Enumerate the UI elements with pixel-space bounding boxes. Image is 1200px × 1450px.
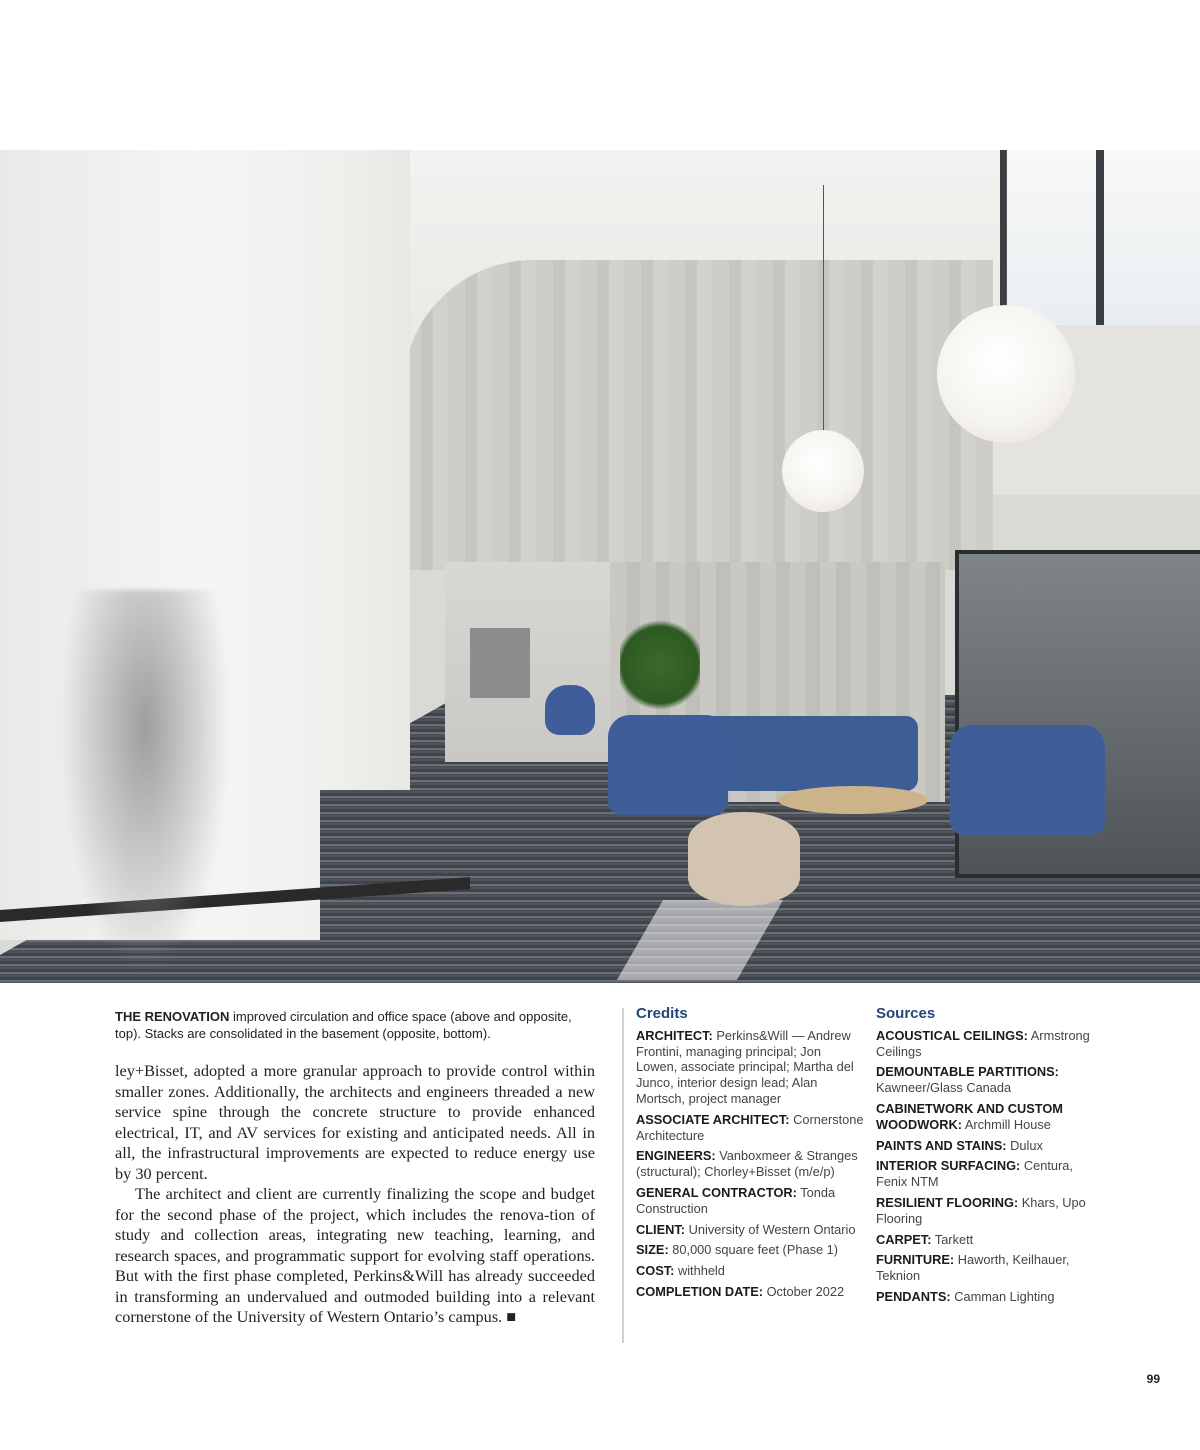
lounge-chair bbox=[608, 715, 728, 815]
credit-entry bbox=[636, 1148, 864, 1180]
source-value: Camman Lighting bbox=[950, 1288, 1055, 1304]
credit-label: GENERAL CONTRACTOR: bbox=[636, 1184, 797, 1200]
page-number: 99 bbox=[1146, 1372, 1160, 1386]
board-formed-concrete-wall bbox=[403, 260, 993, 570]
source-label: RESILIENT FLOORING: bbox=[876, 1194, 1019, 1210]
credit-entry bbox=[636, 1242, 864, 1258]
corridor-door bbox=[470, 628, 530, 698]
source-entry bbox=[876, 1028, 1091, 1060]
coffee-table bbox=[778, 786, 928, 814]
source-value: Haworth, Keilhauer, Teknion bbox=[876, 1252, 1070, 1284]
walking-person-blur bbox=[60, 590, 230, 980]
source-label: PENDANTS: bbox=[876, 1288, 951, 1304]
credit-label: ASSOCIATE ARCHITECT: bbox=[636, 1111, 790, 1127]
source-label: CABINETWORK AND CUSTOM WOODWORK: bbox=[876, 1100, 1063, 1132]
credit-entry bbox=[636, 1263, 864, 1279]
credits-column bbox=[636, 1006, 864, 1305]
caption-text: improved circulation and office space (above and opposite, top). Stacks are consolidated in the basement (opposite, bottom). bbox=[115, 1009, 572, 1041]
credit-value: withheld bbox=[674, 1263, 725, 1279]
credit-value: Tonda Construction bbox=[636, 1184, 836, 1216]
source-label: INTERIOR SURFACING: bbox=[876, 1158, 1021, 1174]
credit-value: 80,000 square feet (Phase 1) bbox=[668, 1242, 839, 1258]
credit-label: CLIENT: bbox=[636, 1221, 686, 1237]
pendant-lamp bbox=[782, 430, 864, 512]
body-paragraph: The architect and client are currently finalizing the scope and budget for the second phase of the project, which includes the renova-tion of study and collection areas, integrating new teaching, learning, and research spaces, and programmatic support for evolving staff operations. But with the first phase completed, Perkins&Will has already succeeded in transforming an undervalued and outmoded building into a relevant cornerstone of the University of Western Ontario’s campus. ■ bbox=[115, 1184, 595, 1326]
source-entry bbox=[876, 1232, 1091, 1248]
source-value: Archmill House bbox=[962, 1116, 1051, 1132]
source-label: PAINTS AND STAINS: bbox=[876, 1137, 1007, 1153]
sources-heading: Sources bbox=[876, 1005, 936, 1022]
source-entry bbox=[876, 1252, 1091, 1284]
source-value: Kawneer/Glass Canada bbox=[876, 1080, 1012, 1096]
lounge-chair bbox=[950, 725, 1105, 835]
body-paragraph: ley+Bisset, adopted a more granular approach to provide control within smaller zones. Additionally, the architects and engineers threaded a new service spine through the concrete structure to provide enhanced electrical, IT, and AV services for existing and anticipated needs. All in all, the infrastructural improvements are expected to reduce energy use by 30 percent. bbox=[115, 1061, 595, 1183]
credit-label: COST: bbox=[636, 1263, 675, 1279]
pendant-cord bbox=[823, 185, 824, 431]
source-label: CARPET: bbox=[876, 1231, 932, 1247]
pendant-lamp bbox=[937, 305, 1075, 443]
source-entry bbox=[876, 1138, 1091, 1154]
credits-heading: Credits bbox=[636, 1005, 688, 1022]
credit-label: ENGINEERS: bbox=[636, 1148, 716, 1164]
photo-caption bbox=[115, 1008, 595, 1042]
source-entry bbox=[876, 1101, 1091, 1133]
credit-label: ARCHITECT: bbox=[636, 1027, 713, 1043]
source-value: Dulux bbox=[1006, 1137, 1043, 1153]
sources-column bbox=[876, 1006, 1091, 1310]
caption-lead: THE RENOVATION bbox=[115, 1009, 230, 1024]
article-body bbox=[115, 1061, 595, 1328]
source-label: DEMOUNTABLE PARTITIONS: bbox=[876, 1064, 1059, 1080]
credit-value: University of Western Ontario bbox=[685, 1221, 856, 1237]
source-label: FURNITURE: bbox=[876, 1252, 955, 1268]
credit-entry bbox=[636, 1284, 864, 1300]
source-label: ACOUSTICAL CEILINGS: bbox=[876, 1027, 1028, 1043]
credit-entry bbox=[636, 1028, 864, 1107]
credit-entry bbox=[636, 1112, 864, 1144]
source-entry bbox=[876, 1195, 1091, 1227]
credit-label: SIZE: bbox=[636, 1242, 669, 1258]
source-value: Tarkett bbox=[931, 1231, 974, 1247]
source-entry bbox=[876, 1289, 1091, 1305]
credit-label: COMPLETION DATE: bbox=[636, 1283, 764, 1299]
interior-photo bbox=[0, 150, 1200, 983]
credit-value: Cornerstone Architecture bbox=[636, 1111, 864, 1143]
source-value: Centura, Fenix NTM bbox=[876, 1158, 1073, 1190]
credit-value: Vanboxmeer & Stranges (structural); Chorley+Bisset (m/e/p) bbox=[636, 1148, 858, 1180]
clerestory-window bbox=[1000, 150, 1200, 330]
credit-value: October 2022 bbox=[763, 1283, 845, 1299]
lounge-chair bbox=[545, 685, 595, 735]
source-value: Khars, Upo Flooring bbox=[876, 1194, 1086, 1226]
column-divider bbox=[622, 1008, 624, 1343]
credit-value: Perkins&Will — Andrew Frontini, managing principal; Jon Lowen, associate principal; Martha del Junco, interior design lead; Alan Mortsch, project manager bbox=[636, 1027, 854, 1106]
pendant-cord bbox=[1006, 150, 1007, 306]
credit-entry bbox=[636, 1222, 864, 1238]
credit-entry bbox=[636, 1185, 864, 1217]
source-value: Armstrong Ceilings bbox=[876, 1027, 1090, 1059]
source-entry bbox=[876, 1064, 1091, 1096]
source-entry bbox=[876, 1158, 1091, 1190]
potted-plant bbox=[620, 615, 700, 715]
ottoman bbox=[688, 812, 800, 906]
